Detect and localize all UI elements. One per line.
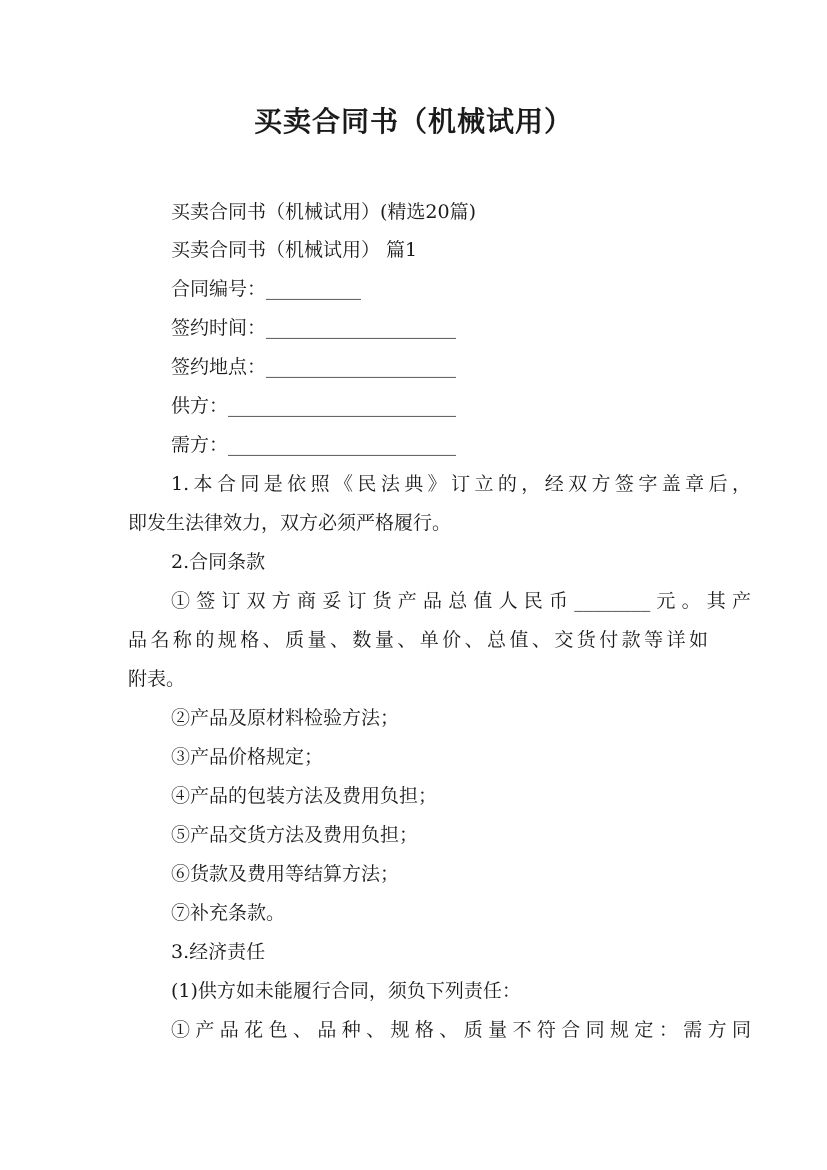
clause-1-line-1: 1.本合同是依照《民法典》订立的，经双方签字盖章后，: [171, 473, 751, 495]
liability-item-1: ①产品花色、品种、规格、质量不符合同规定：需方同: [171, 1019, 751, 1041]
term-6: ⑥货款及费用等结算方法；: [171, 863, 400, 885]
supplier-liability-heading: (1)供方如未能履行合同，须负下列责任：: [171, 980, 521, 1002]
buyer-field: 需方：________________________: [171, 434, 457, 456]
clause-1-line-2: 即发生法律效力，双方必须严格履行。: [128, 512, 452, 534]
article-heading: 买卖合同书（机械试用） 篇1: [171, 239, 418, 261]
section-2-heading: 2.合同条款: [171, 551, 266, 573]
term-1-line-1: ①签订双方商妥订货产品总值人民币________元。其产: [171, 590, 751, 612]
term-3: ③产品价格规定；: [171, 746, 324, 768]
term-7: ⑦补充条款。: [171, 902, 286, 924]
supplier-field: 供方：________________________: [171, 395, 457, 417]
signing-time-field: 签约时间：____________________: [171, 317, 457, 339]
term-4: ④产品的包装方法及费用负担；: [171, 785, 438, 807]
term-1-line-2: 品名称的规格、质量、数量、单价、总值、交货付款等详如: [128, 629, 708, 651]
section-3-heading: 3.经济责任: [171, 941, 266, 963]
term-5: ⑤产品交货方法及费用负担；: [171, 824, 419, 846]
document-title: 买卖合同书（机械试用）: [253, 105, 573, 138]
signing-place-field: 签约地点：____________________: [171, 356, 457, 378]
collection-heading: 买卖合同书（机械试用）(精选20篇): [171, 201, 477, 223]
term-1-line-3: 附表。: [128, 668, 186, 690]
term-2: ②产品及原材料检验方法；: [171, 707, 400, 729]
contract-number-field: 合同编号：__________: [171, 278, 362, 300]
